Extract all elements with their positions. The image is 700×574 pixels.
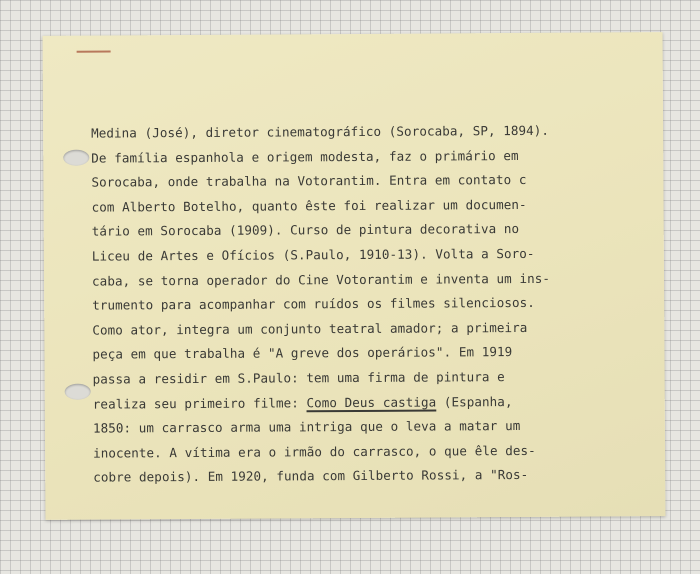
text-line-12-start: realiza seu primeiro filme:: [92, 394, 307, 412]
text-line-6: Liceu de Artes e Ofícios (S.Paulo, 1910-13). Volta a Soro-: [91, 245, 535, 264]
text-line-12-end: (Espanha,: [436, 393, 513, 410]
pencil-mark: [77, 50, 111, 52]
punch-hole-top: [63, 150, 89, 166]
text-line-14: inocente. A vítima era o irmão do carrasco, o que êle des-: [93, 442, 536, 461]
film-title: Como Deus castiga: [306, 394, 437, 410]
text-line-8: trumento para acompanhar com ruídos os filmes silenciosos.: [92, 295, 535, 313]
text-line-5: tário em Sorocaba (1909). Curso de pintura decorativa no: [91, 221, 520, 239]
punch-hole-bottom: [65, 384, 91, 400]
text-line-13: 1850: um carrasco arma uma intriga que o leva a matar um: [92, 418, 521, 436]
text-line-2: De família espanhola e origem modesta, faz o primário em: [91, 147, 519, 166]
text-line-7: caba, se torna operador do Cine Votorantim e inventa um ins-: [91, 270, 550, 289]
text-line-1: Medina (José), diretor cinematográfico (Sorocaba, SP, 1894).: [91, 122, 550, 141]
text-line-11: passa a residir em S.Paulo: tem uma firma de pintura e: [92, 369, 505, 387]
typewritten-page: [43, 32, 666, 520]
text-line-9: Como ator, integra um conjunto teatral amador; a primeira: [92, 319, 528, 338]
text-line-3: Sorocaba, onde trabalha na Votorantim. Entra em contato c: [91, 172, 527, 190]
text-line-4: com Alberto Botelho, quanto êste foi realizar um documen-: [91, 196, 527, 215]
body-text: [91, 118, 653, 490]
text-line-12: [93, 389, 653, 417]
text-line-10: peça em que trabalha é "A greve dos operários". Em 1919: [92, 344, 513, 362]
text-line-15: cobre depois). Em 1920, funda com Gilberto Rossi, a "Ros-: [93, 467, 529, 485]
